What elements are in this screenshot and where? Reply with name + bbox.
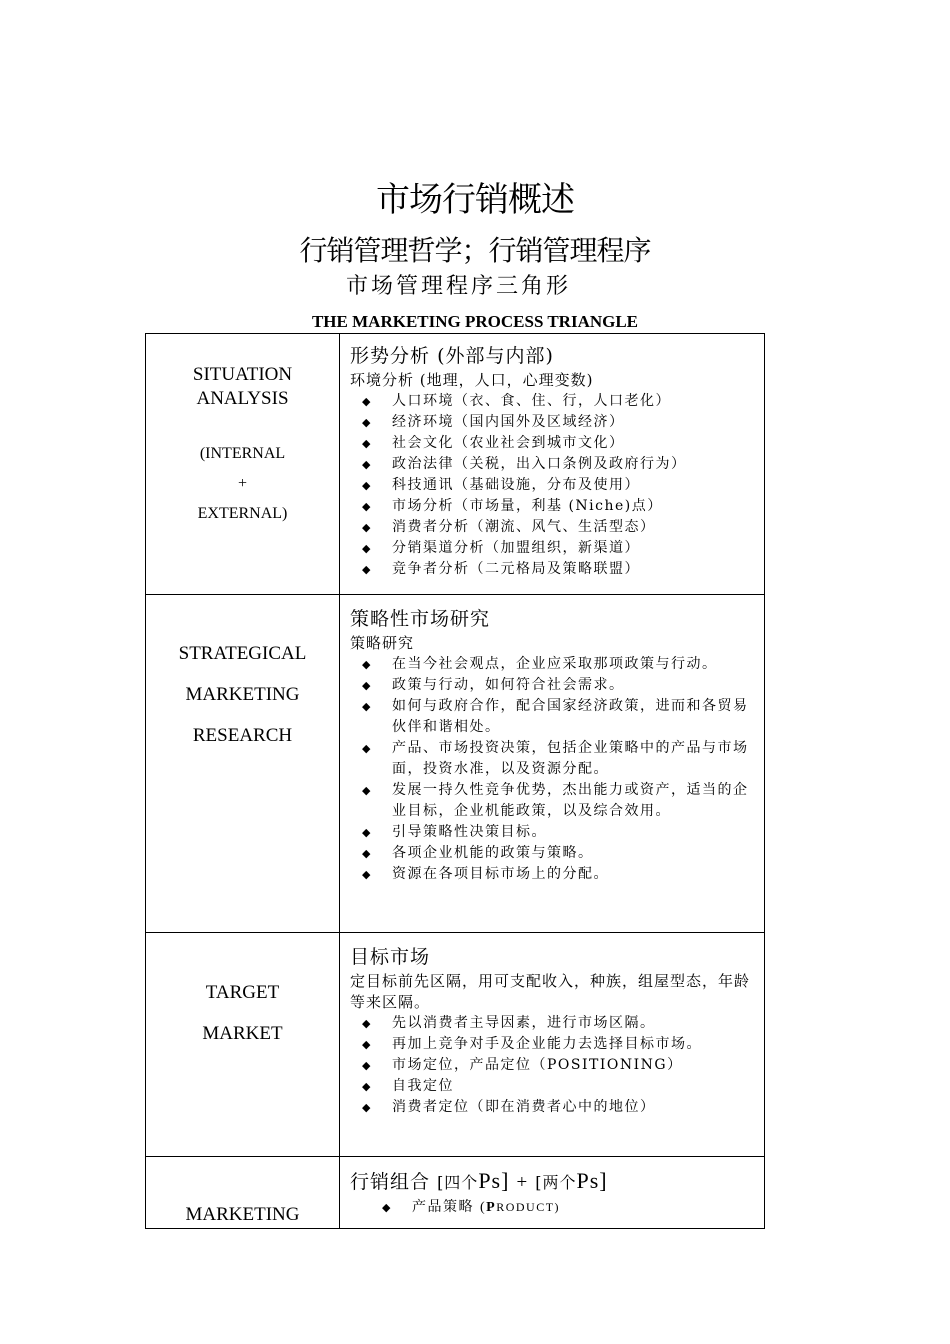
situation-subheading-paren: (地理，人口，心理变数) [419,371,594,389]
label-market: MARKET [202,1023,283,1044]
list-item: ◆ 先以消费者主导因素，进行市场区隔。 [362,1013,752,1034]
list-item: ◆ 经济环境（国内国外及区域经济） [362,412,752,433]
label-situation: SITUATION [192,364,293,385]
diamond-bullet-icon: ◆ [362,679,372,692]
list-item: ◆ 在当今社会观点，企业应采取那项政策与行动。 [362,654,752,675]
diamond-bullet-icon: ◆ [362,437,372,450]
list-item: ◆ 资源在各项目标市场上的分配。 [362,864,752,885]
list-item: ◆ 政策与行动，如何符合社会需求。 [362,675,752,696]
list-item: ◆ 消费者定位（即在消费者心中的地位） [362,1097,752,1118]
diamond-bullet-icon: ◆ [362,826,372,839]
diamond-bullet-icon: ◆ [362,521,372,534]
diamond-bullet-icon: ◆ [362,395,372,408]
diamond-bullet-icon: ◆ [362,1017,372,1030]
marketing-mix-label-cell [146,1157,340,1229]
diamond-bullet-icon: ◆ [362,563,372,576]
label-target: TARGET [205,982,280,1003]
diamond-bullet-icon: ◆ [362,458,372,471]
situation-subheading-cn: 环境分析 [350,371,415,389]
diamond-bullet-icon: ◆ [362,1059,372,1072]
product-initial: P [486,1200,497,1215]
list-item: ◆ 引导策略性决策目标。 [362,822,752,843]
list-item: ◆ 消费者分析（潮流、风气、生活型态） [362,517,752,538]
list-item: ◆ 再加上竞争对手及企业能力去选择目标市场。 [362,1034,752,1055]
marketing-process-table [145,333,765,1229]
two-ps-open: [两个 [535,1173,577,1192]
strategic-bullet-list [350,654,752,885]
marketing-mix-row [146,1157,765,1229]
list-item: ◆ 市场定位，产品定位（POSITIONING） [362,1055,752,1076]
document-subtitle: 行销管理哲学；行销管理程序 [299,234,651,267]
document-title: 市场行销概述 [376,180,574,220]
marketing-mix-heading [350,1167,752,1197]
list-item: ◆ 分销渠道分析（加盟组织，新渠道） [362,538,752,559]
product-rest: RODUCT) [496,1200,561,1214]
triangle-title-chinese: 市场管理程序三角形 [346,274,572,299]
label-research: RESEARCH [192,725,293,746]
marketing-mix-heading-cn: 行销组合 [350,1171,431,1193]
marketing-mix-bullet-list [350,1197,752,1218]
strategic-research-row [146,595,765,933]
label-strategical: STRATEGICAL [178,643,307,664]
label-marketing: MARKETING [185,684,300,705]
target-market-row [146,933,765,1157]
product-strategy-cn: 产品策略 [412,1199,474,1215]
diamond-bullet-icon: ◆ [362,742,372,755]
label-analysis: ANALYSIS [196,388,289,409]
target-market-content-cell [340,933,765,1157]
situation-heading-cn: 形势分析 [350,345,431,367]
list-item: ◆ 社会文化（农业社会到城市文化） [362,433,752,454]
diamond-bullet-icon: ◆ [362,868,372,881]
target-heading: 目标市场 [350,946,431,968]
diamond-bullet-icon: ◆ [362,416,372,429]
four-ps-close: Ps] [478,1168,510,1193]
situation-bullet-list [350,391,752,580]
situation-analysis-row [146,334,765,595]
strategic-research-label-cell [146,595,340,933]
diamond-bullet-icon: ◆ [362,1101,372,1114]
situation-heading [350,342,752,370]
target-bullet-list [350,1013,752,1118]
list-item: ◆ 产品、市场投资决策，包括企业策略中的产品与市场面，投资水准，以及资源分配。 [362,740,749,777]
diamond-bullet-icon: ◆ [362,542,372,555]
diamond-bullet-icon: ◆ [362,847,372,860]
label-external: EXTERNAL) [197,505,288,522]
situation-heading-paren: (外部与内部) [437,345,554,367]
strategic-research-content-cell [340,595,765,933]
diamond-bullet-icon: ◆ [382,1201,392,1214]
label-internal: (INTERNAL [199,445,286,462]
label-plus: + [237,475,248,492]
diamond-bullet-icon: ◆ [362,784,372,797]
diamond-bullet-icon: ◆ [362,500,372,513]
list-item: ◆ 人口环境（衣、食、住、行，人口老化） [362,391,752,412]
diamond-bullet-icon: ◆ [362,658,372,671]
product-paren-open: ( [479,1200,487,1215]
diamond-bullet-icon: ◆ [362,700,372,713]
list-item: ◆ 科技通讯（基础设施，分布及使用） [362,475,752,496]
list-item: ◆ 如何与政府合作，配合国家经济政策，进而和各贸易伙伴和谐相处。 [362,698,749,735]
diamond-bullet-icon: ◆ [362,479,372,492]
label-marketing-mix: MARKETING [185,1204,300,1225]
triangle-title-english: THE MARKETING PROCESS TRIANGLE [311,312,639,331]
list-item: ◆ 发展一持久性竞争优势，杰出能力或资产，适当的企业目标，企业机能政策，以及综合效用。 [362,782,749,819]
list-item: ◆ 竞争者分析（二元格局及策略联盟） [362,559,752,580]
list-item [382,1197,752,1218]
situation-analysis-label-cell [146,334,340,595]
two-ps-close: Ps] [576,1168,608,1193]
list-item: ◆ 各项企业机能的政策与策略。 [362,843,752,864]
list-item: ◆ 政治法律（关税，出入口条例及政府行为） [362,454,752,475]
list-item: ◆ 市场分析（市场量，利基 (Niche)点） [362,496,752,517]
plus-sign: + [516,1172,529,1193]
target-subheading: 定目标前先区隔，用可支配收入，种族，组屋型态，年龄等来区隔。 [350,972,751,1011]
strategic-subheading: 策略研究 [350,634,415,652]
four-ps-open: [四个 [437,1173,479,1192]
diamond-bullet-icon: ◆ [362,1080,372,1093]
marketing-mix-content-cell [340,1157,765,1229]
list-item: ◆ 自我定位 [362,1076,752,1097]
diamond-bullet-icon: ◆ [362,1038,372,1051]
strategic-heading: 策略性市场研究 [350,608,491,630]
situation-analysis-content-cell [340,334,765,595]
situation-subheading [350,370,752,391]
target-market-label-cell [146,933,340,1157]
